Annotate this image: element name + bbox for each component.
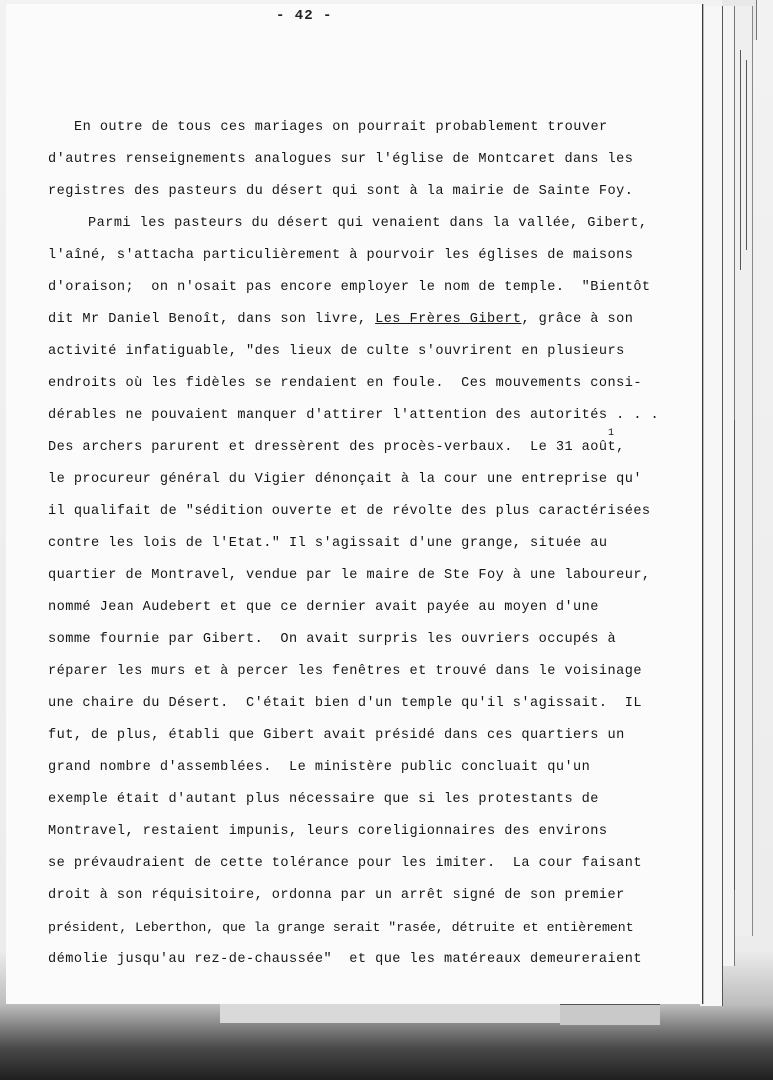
text-line: contre les lois de l'Etat." Il s'agissait d'une grange, située au xyxy=(48,536,608,551)
text-line: somme fournie par Gibert. On avait surpris les ouvriers occupés à xyxy=(48,632,617,647)
text-line: Des archers parurent et dressèrent des procès-verbaux. Le 31 août, xyxy=(48,440,625,455)
text-line: nommé Jean Audebert et que ce dernier avait payée au moyen d'une xyxy=(48,600,599,615)
text-line: Montravel, restaient impunis, leurs coreligionnaires des environs xyxy=(48,824,608,839)
text-line: exemple était d'autant plus nécessaire que si les protestants de xyxy=(48,792,599,807)
text-line: une chaire du Désert. C'était bien d'un temple qu'il s'agissait. IL xyxy=(48,696,642,711)
text-line: grand nombre d'assemblées. Le ministère public concluait qu'un xyxy=(48,760,591,775)
text-line: registres des pasteurs du désert qui sont à la mairie de Sainte Foy. xyxy=(48,184,634,199)
bottom-sheet-edge xyxy=(560,1004,660,1025)
text-line: droit à son réquisitoire, ordonna par un arrêt signé de son premier xyxy=(48,888,625,903)
text-line: Parmi les pasteurs du désert qui venaient dans la vallée, Gibert, xyxy=(88,216,648,231)
document-page xyxy=(6,4,703,1004)
text-line: dérables ne pouvaient manquer d'attirer l'attention des autorités . . . xyxy=(48,408,660,423)
text-line: d'oraison; on n'osait pas encore employer le nom de temple. "Bientôt xyxy=(48,280,651,295)
text-line: En outre de tous ces mariages on pourrait probablement trouver xyxy=(74,120,608,135)
text-line: se prévaudraient de cette tolérance pour les imiter. La cour faisant xyxy=(48,856,642,871)
text-segment: dit Mr Daniel Benoît, dans son livre, xyxy=(48,312,376,327)
text-line: activité infatiguable, "des lieux de culte s'ouvrirent en plusieurs xyxy=(48,344,625,359)
text-line xyxy=(48,312,633,327)
text-line: président, Leberthon, que la grange serait "rasée, détruite et entièrement xyxy=(48,920,634,935)
text-line: quartier de Montravel, vendue par le maire de Ste Foy à une laboureur, xyxy=(48,568,651,583)
book-title: Les Frères Gibert xyxy=(375,312,522,327)
page-edge-line xyxy=(734,420,735,890)
text-line: d'autres renseignements analogues sur l'église de Montcaret dans les xyxy=(48,152,634,167)
text-line: endroits où les fidèles se rendaient en foule. Ces mouvements consi- xyxy=(48,376,642,391)
text-line: réparer les murs et à percer les fenêtres et trouvé dans le voisinage xyxy=(48,664,642,679)
page-number: - 42 - xyxy=(276,8,333,24)
text-line: démolie jusqu'au rez-de-chaussée" et que les matéreaux demeureraient xyxy=(48,952,642,967)
text-line: il qualifait de "sédition ouverte et de révolte des plus caractérisées xyxy=(48,504,651,519)
page-edge xyxy=(700,6,723,1006)
page-edge-line xyxy=(740,50,741,270)
text-line: l'aîné, s'attacha particulièrement à pourvoir les églises de maisons xyxy=(48,248,634,263)
text-line: le procureur général du Vigier dénonçait à la cour une entreprise qu' xyxy=(48,472,642,487)
text-line: fut, de plus, établi que Gibert avait présidé dans ces quartiers un xyxy=(48,728,625,743)
page-edge-line xyxy=(746,60,747,250)
footnote-marker: 1 xyxy=(608,428,615,439)
text-segment: , grâce à son xyxy=(521,312,634,327)
